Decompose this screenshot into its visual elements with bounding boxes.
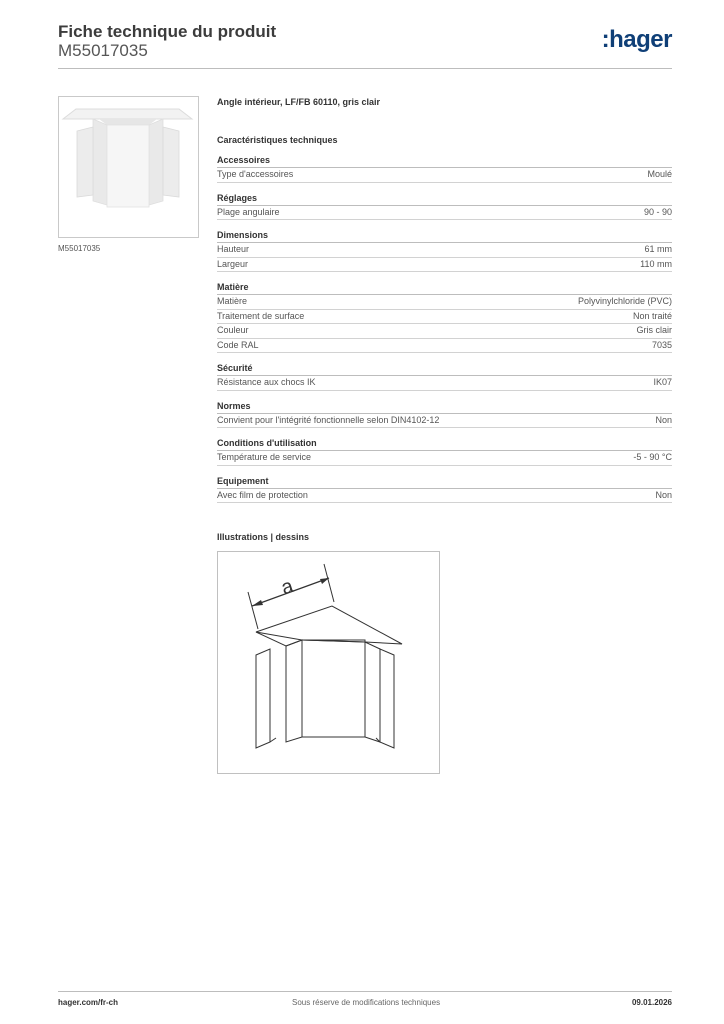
group-reglages [217, 192, 672, 221]
spec-row [217, 310, 672, 325]
specifications [217, 96, 672, 503]
group-title: Accessoires [217, 154, 672, 168]
spec-value: Non [655, 414, 672, 425]
dimension-label: a [278, 575, 296, 600]
group-securite [217, 362, 672, 391]
spec-value: 7035 [651, 339, 672, 350]
group-dimensions [217, 229, 672, 272]
footer-disclaimer: Sous réserve de modifications techniques [292, 998, 441, 1007]
spec-label: Largeur [217, 258, 249, 269]
group-equipement [217, 475, 672, 504]
product-title: Angle intérieur, LF/FB 60110, gris clair [217, 97, 381, 107]
spec-row [217, 324, 672, 339]
spec-label: Convient pour l'intégrité fonctionnelle selon DIN4102-12 [217, 414, 440, 425]
spec-row [217, 376, 672, 391]
spec-label: Plage angulaire [217, 206, 280, 217]
group-title: Matière [217, 281, 672, 295]
spec-label: Avec film de protection [217, 489, 308, 500]
spec-value: -5 - 90 °C [633, 452, 672, 462]
spec-row [217, 258, 672, 273]
spec-value: Gris clair [636, 325, 672, 335]
spec-row [217, 489, 672, 504]
group-title: Sécurité [217, 362, 672, 376]
spec-label: Matière [217, 296, 248, 306]
spec-row [217, 451, 672, 466]
spec-label: Résistance aux chocs IK [217, 377, 316, 387]
group-accessoires [217, 154, 672, 183]
spec-label: Couleur [217, 325, 249, 335]
spec-value: Non [655, 489, 672, 500]
group-title: Normes [217, 400, 672, 414]
photo-caption: M55017035 [58, 244, 101, 253]
spec-value: Moulé [647, 169, 672, 179]
spec-label: Température de service [217, 452, 312, 462]
footer-divider [58, 991, 672, 992]
header-divider [58, 68, 672, 69]
footer-date: 09.01.2026 [631, 998, 672, 1007]
spec-value: 90 - 90 [643, 206, 672, 217]
page-title: Fiche technique du produit [58, 22, 277, 41]
spec-value: Non traité [632, 310, 672, 321]
group-normes [217, 400, 672, 429]
spec-row [217, 295, 672, 310]
product-reference: M55017035 [58, 41, 148, 60]
group-title: Réglages [217, 192, 672, 206]
footer-website: hager.com/fr-ch [58, 998, 119, 1007]
spec-value: Polyvinylchloride (PVC) [577, 296, 672, 306]
characteristics-heading: Caractéristiques techniques [217, 135, 338, 145]
hager-logo: :hager [601, 26, 672, 53]
technical-drawing [217, 551, 440, 774]
group-title: Equipement [217, 475, 672, 489]
spec-label: Hauteur [217, 244, 250, 254]
spec-row [217, 243, 672, 258]
page-header [58, 20, 672, 70]
spec-row [217, 414, 672, 429]
spec-label: Code RAL [217, 339, 259, 350]
spec-value: 61 mm [644, 244, 672, 254]
group-title: Dimensions [217, 229, 672, 243]
group-title: Conditions d'utilisation [217, 437, 672, 451]
spec-value: 110 mm [640, 258, 672, 269]
spec-value: IK07 [653, 377, 672, 387]
spec-row [217, 339, 672, 354]
spec-row [217, 168, 672, 183]
spec-label: Traitement de surface [217, 310, 305, 321]
group-matiere [217, 281, 672, 353]
illustrations-title: Illustrations | dessins [217, 532, 310, 542]
product-photo [58, 96, 199, 238]
group-conditions [217, 437, 672, 466]
spec-label: Type d'accessoires [217, 169, 294, 179]
spec-row [217, 206, 672, 221]
